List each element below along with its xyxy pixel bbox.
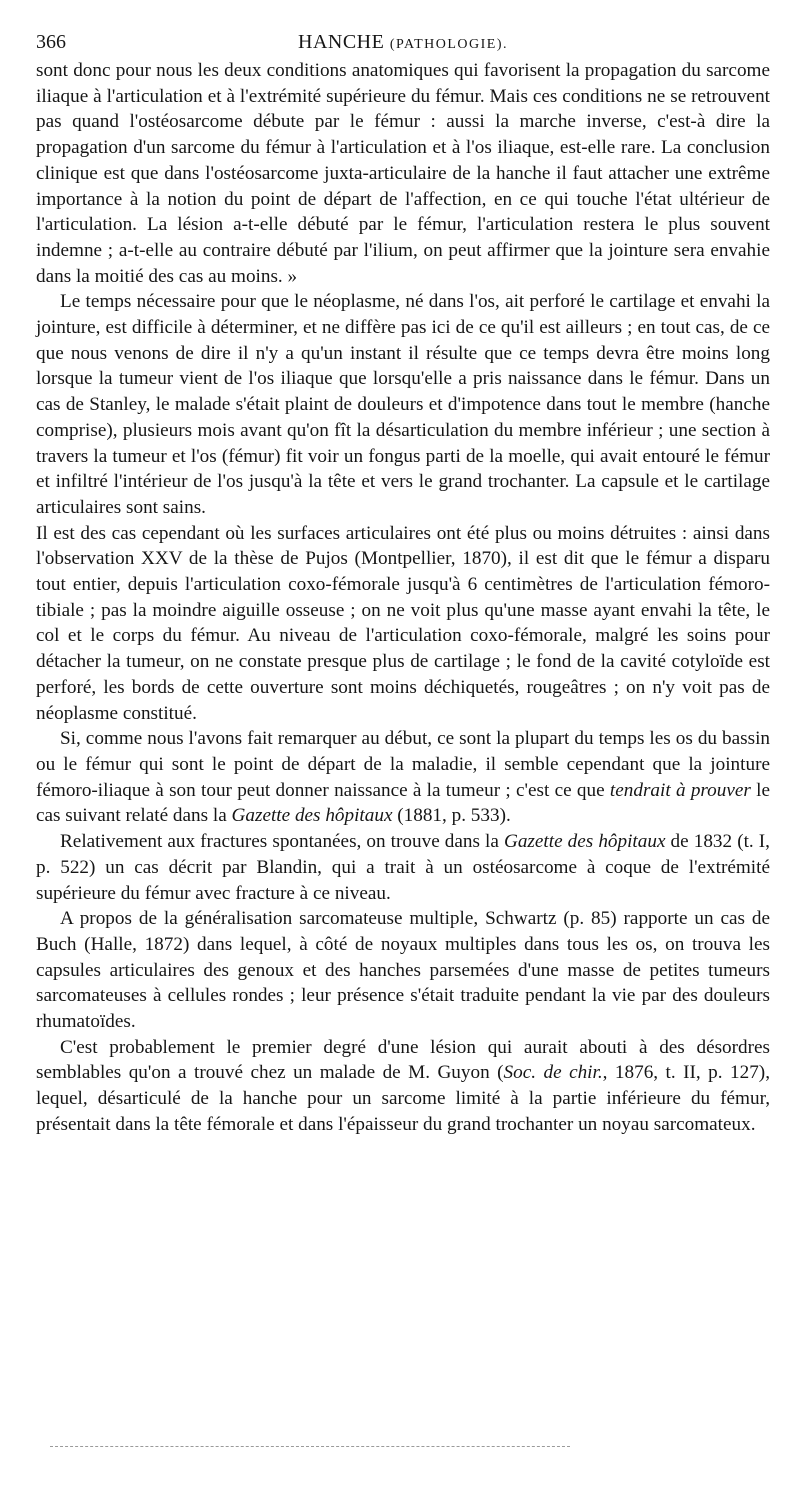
paragraph-text: , 1876, t. II, p. 127), lequel, désarticulé de la hanche pour un sarcome limité à la partie inférieure du fémur, présentait dans la tête fémorale et dans l'épaisseur du grand trochanter un noyau sarcomateux. bbox=[36, 1062, 770, 1135]
italic-text: Soc. de chir. bbox=[503, 1062, 603, 1084]
paragraph bbox=[36, 58, 770, 289]
bottom-rule bbox=[50, 1446, 570, 1447]
running-title-sub: (PATHOLOGIE). bbox=[389, 37, 508, 52]
paragraph bbox=[36, 521, 770, 727]
page-number: 366 bbox=[36, 31, 66, 53]
paragraph bbox=[36, 1035, 770, 1138]
document-page bbox=[36, 26, 770, 1138]
paragraph bbox=[36, 726, 770, 829]
paragraph-text: C'est probablement le premier degré d'une lésion qui aurait abouti à des désordres semblables qu'on a trouvé chez un malade de M. Guyon ( bbox=[36, 1036, 770, 1084]
paragraph-text: Il est des cas cependant où les surfaces articulaires ont été plus ou moins détruites : ainsi dans l'observation XXV de la thèse de Pujos (Montpellier, 1870), il est dit que le fémur a disparu tout entier, depuis l'articulation coxo-fémorale jusqu'à 6 centimètres de l'articulation fémoro-tibiale ; pas la moindre aiguille osseuse ; on ne voit plus qu'une masse ayant envahi la tête, le col et le corps du fémur. Au niveau de l'articulation coxo-fémorale, malgré les soins pour détacher la tumeur, on ne constate presque plus de cartilage ; le fond de la cavité cotyloïde est perforé, les bords de cette ouverture sont moins déchiquetés, rougeâtres ; on n'y voit pas de néoplasme constitué. bbox=[36, 522, 770, 724]
paragraph-text: A propos de la généralisation sarcomateuse multiple, Schwartz (p. 85) rapporte un cas de Buch (Halle, 1872) dans lequel, à côté de noyaux multiples dans tous les os, on trouva les capsules articulaires des genoux et des hanches parsemées d'une masse de petites tumeurs sarcomateuses à cellules rondes ; leur présence s'était traduite pendant la vie par des douleurs rhumatoïdes. bbox=[36, 908, 770, 1033]
paragraph-text: sont donc pour nous les deux conditions anatomiques qui favorisent la propagation du sarcome iliaque à l'articulation et à l'extrémité supérieure du fémur. Mais ces conditions ne se retrouvent pas quand l'ostéosarcome débute par le fémur : aussi la marche inverse, c'est-à dire la propagation d'un sarcome du fémur à l'articulation et à l'os iliaque, est-elle rare. La conclusion clinique est que dans l'ostéosarcome juxta-articulaire de la hanche il faut attacher une extrême importance à la notion du point de départ de l'affection, en ce qui touche l'état ultérieur de l'articulation. La lésion a-t-elle débuté par le fémur, l'articulation restera le plus souvent indemne ; a-t-elle au contraire débuté par l'ilium, on peut affirmer que la jointure sera envahie dans la moitié des cas au moins. » bbox=[36, 60, 770, 287]
italic-text: tendrait à prouver bbox=[609, 779, 751, 801]
paragraph-text: (1881, p. 533). bbox=[392, 805, 511, 827]
paragraph-text: de 1832 (t. I, p. 522) un cas décrit par Blandin, qui a trait à un ostéosarcome à coque de l'extrémité supérieure du fémur avec fracture à ce niveau. bbox=[36, 831, 770, 904]
paragraph-text: Le temps nécessaire pour que le néoplasme, né dans l'os, ait perforé le cartilage et envahi la jointure, est difficile à déterminer, et ne diffère pas ici de ce qu'il est ailleurs ; en tout cas, de ce que nous venons de dire il n'y a qu'un instant il résulte que ce temps devra être moins long lorsque la tumeur vient de l'os iliaque que lorsqu'elle a pris naissance dans le fémur. Dans un cas de Stanley, le malade s'était plaint de douleurs et d'impotence dans tout le membre (hanche comprise), plusieurs mois avant qu'on fît la désarticulation du membre inférieur ; une section à travers la tumeur et l'os (fémur) fit voir un fongus parti de la moelle, qui avait entouré le fémur et infiltré l'intérieur de l'os jusqu'à la tête et vers le grand trochanter. La capsule et le cartilage articulaires sont sains. bbox=[36, 291, 770, 518]
italic-text: Gazette des hôpitaux bbox=[231, 805, 393, 827]
italic-text: Gazette des hôpitaux bbox=[503, 831, 666, 853]
running-title bbox=[36, 26, 770, 61]
paragraph-text: Si, comme nous l'avons fait remarquer au début, ce sont la plupart du temps les os du bassin ou le fémur qui sont le point de départ de la maladie, il semble cependant que la jointure fémoro-iliaque à son tour peut donner naissance à la tumeur ; c'est ce que bbox=[36, 728, 770, 801]
paragraph bbox=[36, 289, 770, 520]
paragraph bbox=[36, 829, 770, 906]
paragraph bbox=[36, 906, 770, 1035]
body-text bbox=[36, 58, 770, 1138]
paragraph-text: le cas suivant relaté dans la bbox=[36, 779, 770, 827]
running-header bbox=[36, 26, 770, 58]
running-title-main: HANCHE bbox=[298, 31, 385, 53]
paragraph-text: Relativement aux fractures spontanées, on trouve dans la bbox=[60, 831, 504, 853]
